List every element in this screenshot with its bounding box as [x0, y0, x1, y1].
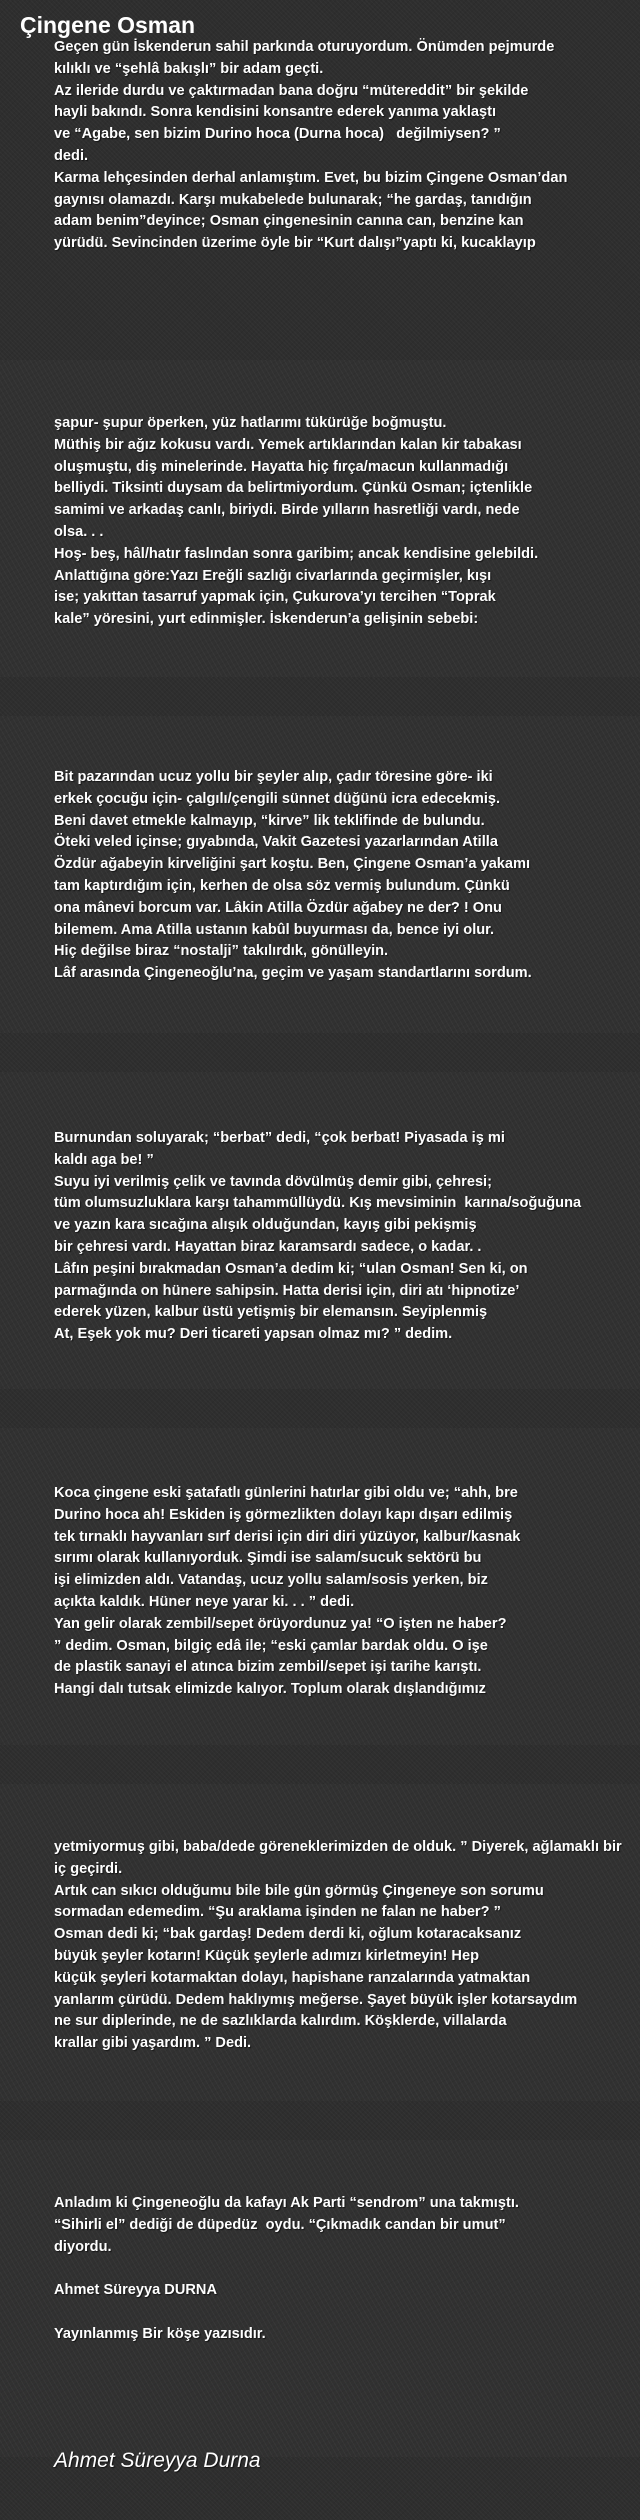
- text-line: adam benim”deyince; Osman çingenesinin canına can, benzine kan: [54, 213, 524, 230]
- text-line: Hangi dalı tutsak elimizde kalıyor. Toplum olarak dışlandığımız: [54, 1681, 486, 1698]
- author-signature: Ahmet Süreyya Durna: [54, 2449, 261, 2472]
- text-line: yetmiyormuş gibi, baba/dede göreneklerimizden de olduk. ” Diyerek, ağlamaklı bir: [54, 1839, 622, 1855]
- text-block-4: [0, 1072, 640, 1389]
- text-line: yanlarım çürüdü. Dedem haklıymış meğerse. Şayet büyük işler kotarsaydım: [54, 1991, 578, 2008]
- text-line: gaynısı olamazdı. Karşı mukabelede bulunarak; “he gardaş, tanıdığın: [54, 191, 532, 208]
- text-lines: [54, 1128, 640, 1346]
- text-line: tek tırnaklı hayvanları sırf derisi için diri diri yüzüyor, kalbur/kasnak: [54, 1528, 521, 1545]
- text-block-3: [0, 716, 640, 1033]
- text-line: Bit pazarından ucuz yollu bir şeyler alıp, çadır töresine göre- iki: [54, 769, 493, 785]
- text-line: bilemem. Ama Atilla ustanın kabûl buyurması da, bence iyi olur.: [54, 921, 495, 938]
- text-line: diyordu.: [54, 2238, 112, 2255]
- text-line: ise; yakıttan tasarruf yapmak için, Çukurova’yı tercihen “Toprak: [54, 589, 496, 606]
- text-line: Anlattığına göre:Yazı Ereğli sazlığı civarlarında geçirmişler, kışı: [54, 567, 492, 584]
- poem-title: Çingene Osman: [20, 12, 196, 38]
- text-line: Lâf arasında Çingeneoğlu’na, geçim ve yaşam standartlarını sordum.: [54, 965, 532, 982]
- text-line: büyük şeyler kotarın! Küçük şeylerle adımızı kirletmeyin! Hep: [54, 1947, 480, 1964]
- text-lines: [54, 767, 640, 985]
- text-line: Beni davet etmekle kalmayıp, “kirve” lik teklifinde de bulundu.: [54, 812, 485, 829]
- text-line: Yan gelir olarak zembil/sepet örüyordunuz ya! “O işten ne haber?: [54, 1615, 507, 1632]
- text-line: Osman dedi ki; “bak gardaş! Dedem derdi ki, oğlum kotaracaksanız: [54, 1926, 522, 1943]
- text-line: ne sur diplerinde, ne de sazlıklarda kalırdım. Köşklerde, villalarda: [54, 2013, 507, 2030]
- text-line: [54, 2258, 640, 2280]
- text-line: yürüdü. Sevincinden üzerime öyle bir “Kurt dalışı”yaptı ki, kucaklayıp: [54, 235, 536, 252]
- text-line: krallar gibi yaşardım. ” Dedi.: [54, 2035, 252, 2052]
- text-lines: [54, 37, 640, 255]
- text-line: Suyu iyi verilmiş çelik ve tavında dövülmüş demir gibi, çehresi;: [54, 1173, 492, 1190]
- text-line: Artık can sıkıcı olduğumu bile bile gün görmüş Çingeneye son sorumu: [54, 1882, 544, 1899]
- text-line: kılıklı ve “şehlâ bakışlı” bir adam geçti.: [54, 60, 324, 77]
- text-line: ederek yüzen, kalbur üstü yetişmiş bir elemansın. Seyiplenmiş: [54, 1304, 488, 1321]
- text-line: [54, 2302, 640, 2324]
- text-line: hayli bakındı. Sonra kendisini konsantre ederek yanıma yaklaştı: [54, 104, 497, 121]
- text-block-7: [0, 2140, 640, 2457]
- text-lines: [54, 2193, 640, 2346]
- text-line: de plastik sanayi el atınca bizim zembil/sepet işi tarihe karıştı.: [54, 1659, 482, 1676]
- text-line: sırımı olarak kullanıyorduk. Şimdi ise salam/sucuk sektörü bu: [54, 1550, 482, 1567]
- text-line: Hoş- beş, hâl/hatır faslından sonra garibim; ancak kendisine gelebildi.: [54, 545, 539, 562]
- text-line: sormadan edemedim. “Şu araklama işinden ne falan ne haber? ”: [54, 1904, 501, 1921]
- text-block-6: [0, 1784, 640, 2101]
- text-line: olsa. . .: [54, 523, 104, 540]
- text-line: kaldı aga be! ”: [54, 1151, 154, 1168]
- text-line: Yayınlanmış Bir köşe yazısıdır.: [54, 2325, 266, 2342]
- text-line: tüm olumsuzluklara karşı tahammüllüydü. Kış mevsiminin karına/soğuğuna: [54, 1195, 582, 1212]
- text-line: belliydi. Tiksinti duysam da belirtmiyordum. Çünkü Osman; içtenlikle: [54, 480, 533, 497]
- text-line: Geçen gün İskenderun sahil parkında oturuyordum. Önümden pejmurde: [54, 39, 555, 55]
- text-line: ve yazın kara sıcağına alışık olduğundan, kayış gibi pekişmiş: [54, 1217, 477, 1234]
- text-line: küçük şeyleri kotarmaktan dolayı, hapishane ranzalarında yatmaktan: [54, 1969, 531, 1986]
- text-line: tam kaptırdığım için, kerhen de olsa söz vermiş bulundum. Çünkü: [54, 877, 510, 894]
- text-line: Özdür ağabeyin kirveliğini şart koştu. Ben, Çingene Osman’a yakamı: [54, 856, 531, 873]
- text-line: dedi.: [54, 147, 89, 164]
- text-line: kale” yöresini, yurt edinmişler. İskenderun’a gelişinin sebebi:: [54, 611, 479, 628]
- text-line: Anladım ki Çingeneoğlu da kafayı Ak Parti “sendrom” una takmıştı.: [54, 2195, 519, 2211]
- text-line: Hiç değilse biraz “nostalji” takılırdık, gönülleyin.: [54, 943, 389, 960]
- text-block-1: [0, 0, 640, 317]
- text-line: işi elimizden aldı. Vatandaş, ucuz yollu salam/sosis yerken, biz: [54, 1572, 488, 1589]
- text-line: Durino hoca ah! Eskiden iş görmezlikten dolayı kapı dışarı edilmiş: [54, 1506, 513, 1523]
- text-line: oluşmuştu, diş minelerinde. Hayatta hiç fırça/macun kullanmadığı: [54, 458, 509, 475]
- text-lines: [54, 1483, 640, 1701]
- text-line: erkek çocuğu için- çalgılı/çengili sünnet düğünü icra edecekmiş.: [54, 790, 501, 807]
- text-line: samimi ve arkadaş canlı, biriydi. Birde yılların hasretliği vardı, nede: [54, 502, 520, 519]
- text-lines: [54, 1837, 640, 2055]
- text-block-5: [0, 1428, 640, 1745]
- text-line: Az ileride durdu ve çaktırmadan bana doğru “mütereddit” bir şekilde: [54, 82, 529, 99]
- text-line: At, Eşek yok mu? Deri ticareti yapsan olmaz mı? ” dedim.: [54, 1326, 453, 1343]
- text-block-2: [0, 360, 640, 677]
- text-line: Lâfın peşini bırakmadan Osman’a dedim ki; “ulan Osman! Sen ki, on: [54, 1260, 528, 1277]
- text-line: Koca çingene eski şatafatlı günlerini hatırlar gibi oldu ve; “ahh, bre: [54, 1485, 518, 1501]
- text-line: Karma lehçesinden derhal anlamıştım. Evet, bu bizim Çingene Osman’dan: [54, 169, 568, 186]
- text-line: Öteki veled içinse; gıyabında, Vakit Gazetesi yazarlarından Atilla: [54, 834, 498, 851]
- text-line: bir çehresi vardı. Hayattan biraz karamsardı sadece, o kadar. .: [54, 1238, 482, 1255]
- text-line: iç geçirdi.: [54, 1860, 123, 1877]
- text-line: ve “Agabe, sen bizim Durino hoca (Durna hoca) değilmiysen? ”: [54, 126, 501, 143]
- text-line: açıkta kaldık. Hüner neye yarar ki. . . ” dedi.: [54, 1593, 355, 1610]
- text-line: ona mânevi borcum var. Lâkin Atilla Özdür ağabey ne der? ! Onu: [54, 899, 502, 916]
- text-line: şapur- şupur öperken, yüz hatlarımı tükürüğe boğmuştu.: [54, 415, 447, 431]
- text-lines: [54, 413, 640, 631]
- text-line: “Sihirli el” dediği de düpedüz oydu. “Çıkmadık candan bir umut”: [54, 2216, 506, 2233]
- text-line: parmağında on hünere sahipsin. Hatta derisi için, diri atı ‘hipnotize’: [54, 1282, 520, 1299]
- text-line: Burnundan soluyarak; “berbat” dedi, “çok berbat! Piyasada iş mi: [54, 1130, 505, 1146]
- text-line: Ahmet Süreyya DURNA: [54, 2282, 218, 2299]
- text-line: Müthiş bir ağız kokusu vardı. Yemek artıklarından kalan kir tabakası: [54, 436, 522, 453]
- text-line: ” dedim. Osman, bilgiç edâ ile; “eski çamlar bardak oldu. O işe: [54, 1637, 488, 1654]
